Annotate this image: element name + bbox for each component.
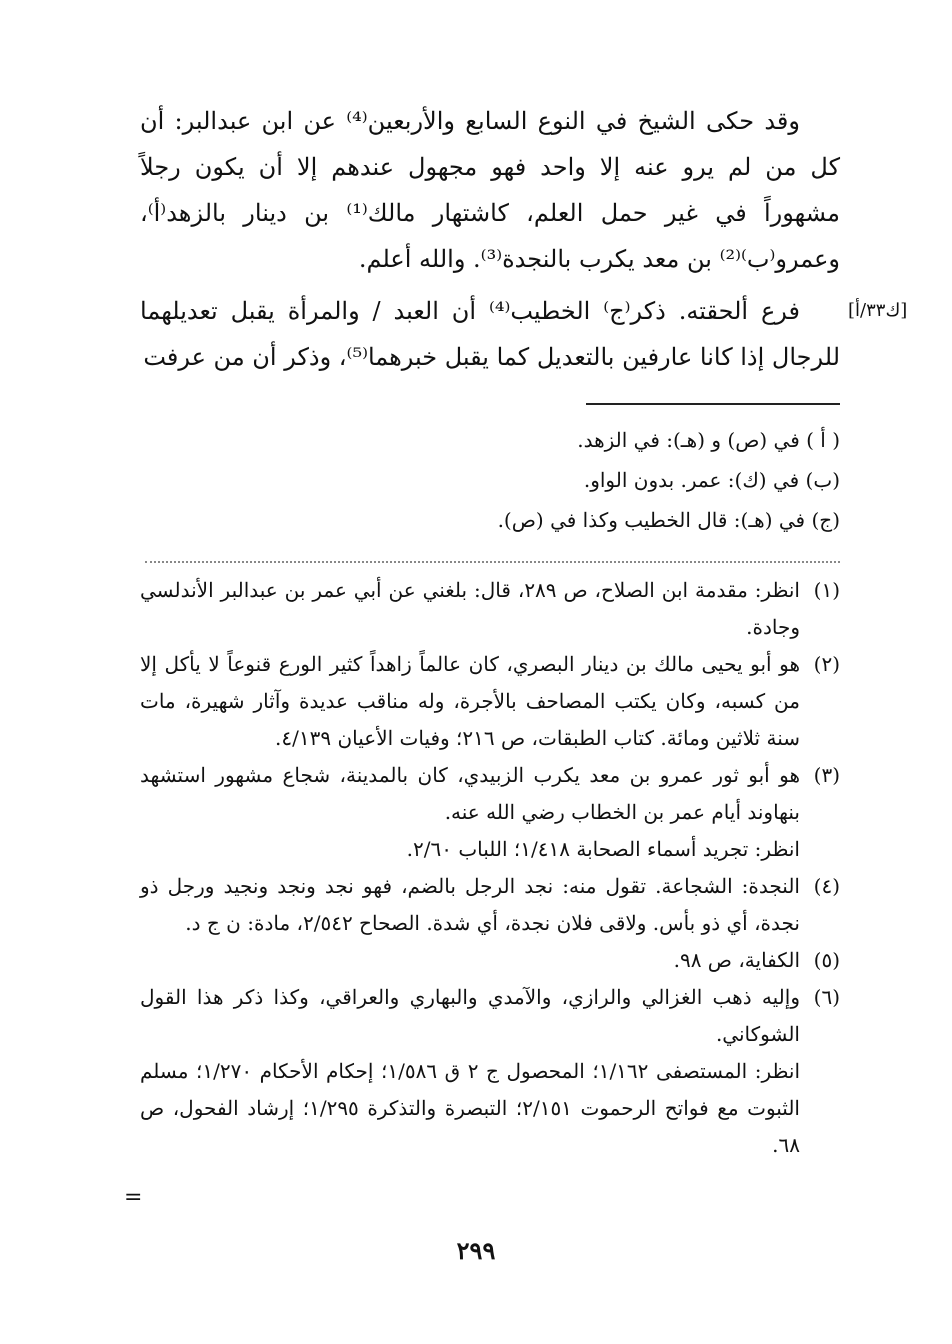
continuation-mark: = [124, 1185, 143, 1210]
footnote-text: الكفاية، ص ٩٨. [673, 948, 800, 972]
footnote [140, 646, 840, 757]
footnote-text: هو أبو ثور عمرو بن معد يكرب الزبيدي، كان بالمدينة، شجاع مشهور استشهد بنهاوند أيام عمر بن الخطاب رضي الله عنه. [140, 763, 800, 824]
main-paragraph-2: فرع ألحقته. ذكر⁽ج⁾ الخطيب⁽⁴⁾ أن العبد / والمرأة يقبل تعديلهما للرجال إذا كانا عارفين بالتعديل كما يقبل خبرهما⁽⁵⁾، وذكر أن من عرفت [140, 297, 840, 371]
footnote-text: هو أبو يحيى مالك بن دينار البصري، كان عالماً زاهداً كثير الورع قنوعاً لا يأكل إلا من كسبه، وكان يكتب المصاحف بالأجرة، وله مناقب عديدة وآثار شهيرة، مات سنة ثلاثين ومائة. كتاب الطبقات، ص ٢١٦؛ وفيات الأعيان ٤/١٣٩. [140, 652, 800, 750]
manuscript-folio-reference: [ك٣٣/أ] [848, 300, 908, 321]
footnote-text: انظر: تجريد أسماء الصحابة ١/٤١٨؛ اللباب ٢/٦٠. [406, 837, 800, 861]
footnote-number: (٢) [813, 652, 840, 676]
footnote [140, 868, 840, 942]
footnote-separator [586, 403, 840, 405]
main-paragraph-1: وقد حكى الشيخ في النوع السابع والأربعين⁽⁴⁾ عن ابن عبدالبر: أن كل من لم يرو عنه إلا واحد فهو مجهول عندهم إلا أن يكون رجلاً مشهوراً في غير حمل العلم، كاشتهار مالك⁽¹⁾ بن دينار بالزهد⁽أ⁾، وعمرو⁽ب⁾⁽²⁾ بن معد يكرب بالنجدة⁽³⁾. والله أعلم. [140, 107, 840, 273]
dotted-separator [145, 561, 840, 563]
footnote-number: (٥) [813, 948, 840, 972]
variant-reading: ( أ ) في (ص) و (هـ): في الزهد. [577, 428, 840, 452]
footnotes [140, 572, 840, 1164]
footnote [140, 757, 840, 868]
footnote-number: (١) [813, 578, 840, 602]
footnote-number: (٣) [813, 763, 840, 787]
main-paragraph-2-wrapper [140, 288, 908, 380]
footnote-text: انظر: المستصفى ١/١٦٢؛ المحصول ج ٢ ق ١/٥٨٦؛ إحكام الأحكام ١/٢٧٠؛ مسلم الثبوت مع فواتح الرحموت ٢/١٥١؛ التبصرة والتذكرة ١/٢٩٥؛ إرشاد الفحول، ص ٦٨. [140, 1059, 801, 1157]
variant-readings [140, 420, 840, 540]
footnote [140, 979, 840, 1164]
variant-reading: (ب) في (ك): عمر. بدون الواو. [583, 468, 840, 492]
footnote-number: (٦) [813, 985, 840, 1009]
footnote-text: وإليه ذهب الغزالي والرازي، والآمدي والبهاري والعراقي، وكذا ذكر هذا القول الشوكاني. [140, 985, 800, 1046]
footnote [140, 572, 840, 646]
footnote-text: انظر: مقدمة ابن الصلاح، ص ٢٨٩، قال: بلغني عن أبي عمر بن عبدالبر الأندلسي وجادة. [140, 578, 800, 639]
page-number: ٢٩٩ [456, 1236, 496, 1265]
footnote-text: النجدة: الشجاعة. تقول منه: نجد الرجل بالضم، فهو نجد ونجد ونجيد ورجل ذو نجدة، أي ذو بأس. ولاقى فلان نجدة، أي شدة. الصحاح ٢/٥٤٢، مادة: ن ج د. [140, 874, 800, 935]
main-text [140, 98, 908, 380]
footnote [140, 942, 840, 979]
variant-reading: (ج) في (هـ): قال الخطيب وكذا في (ص). [497, 508, 840, 532]
footnote-number: (٤) [813, 874, 840, 898]
